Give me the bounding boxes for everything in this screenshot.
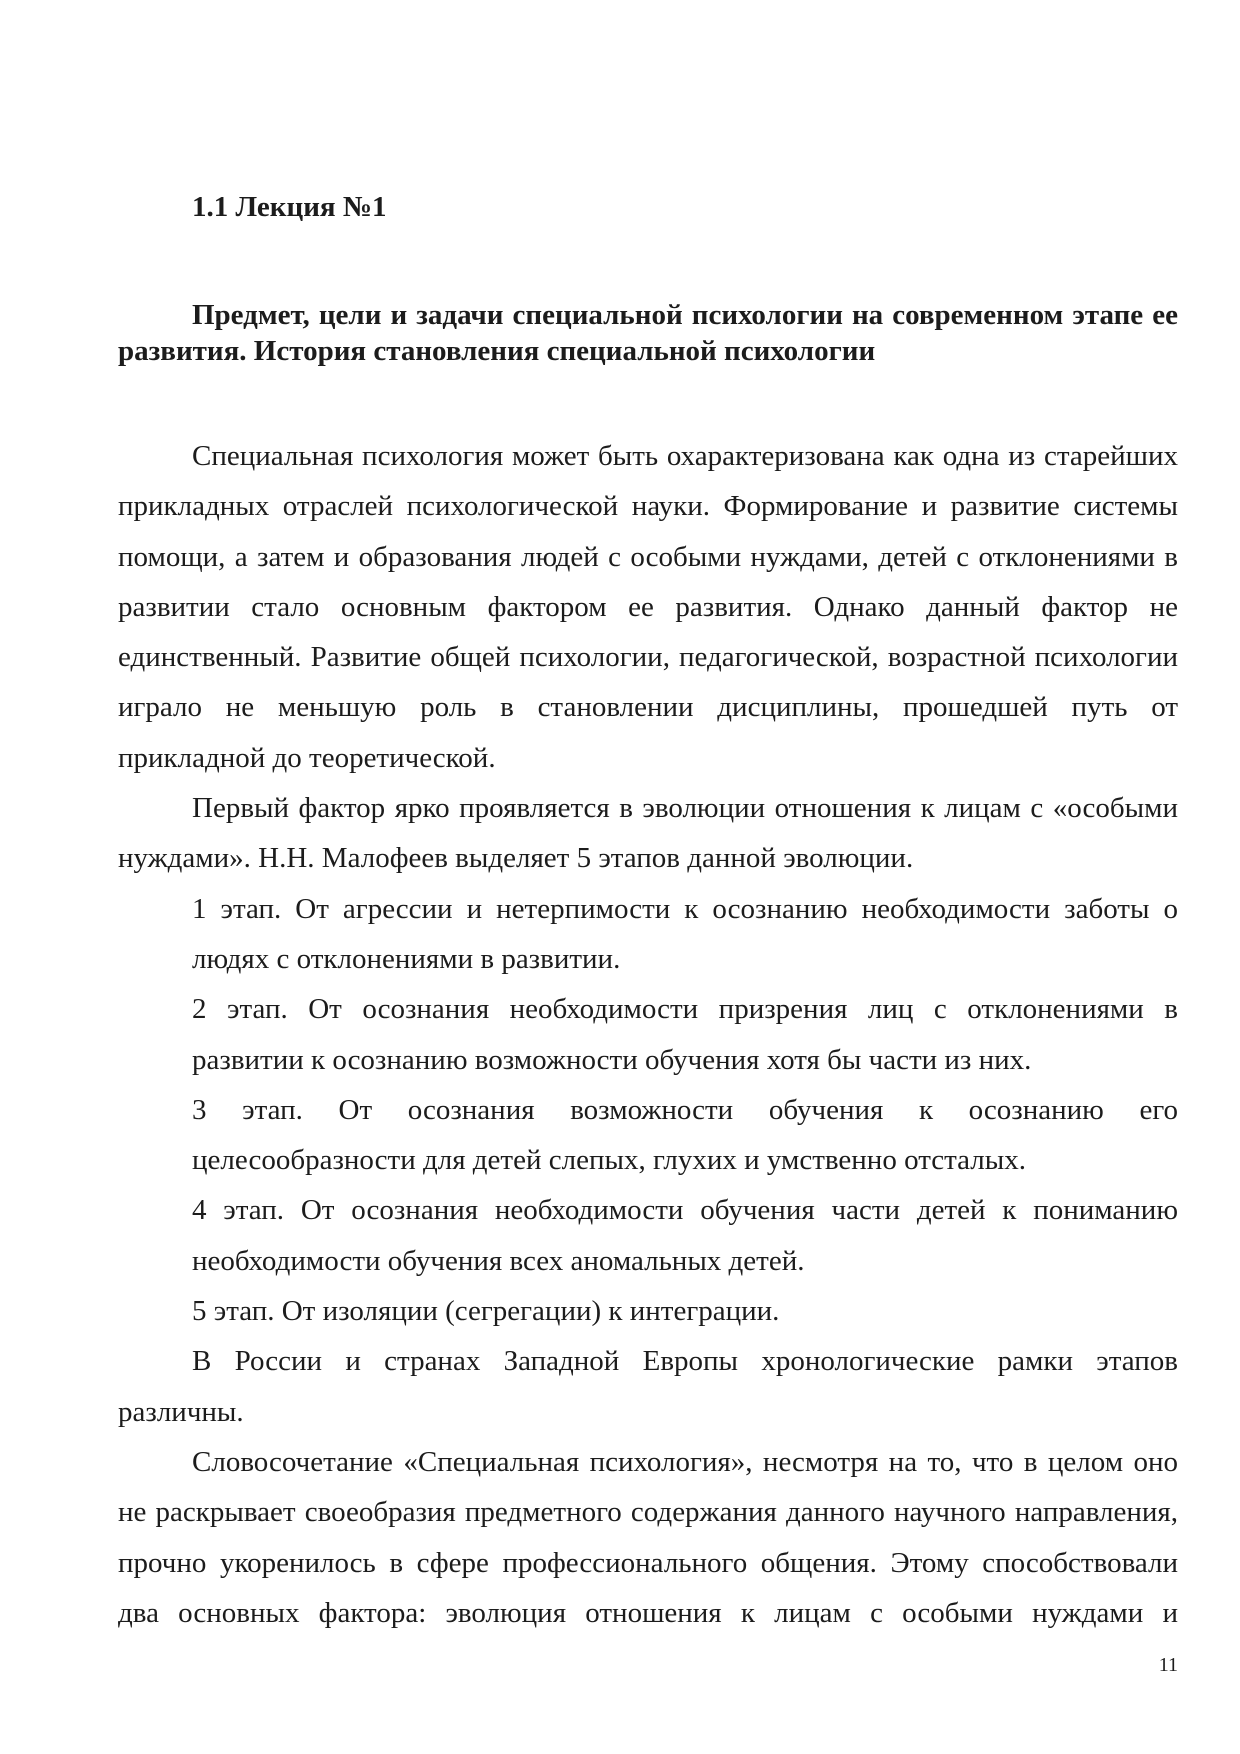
paragraph-line: Словосочетание «Специальная психология», несмотря на то, что в целом оно xyxy=(192,1446,1178,1478)
paragraph-line: прочно укоренилось в сфере профессионального общения. Этому способствовали xyxy=(118,1547,1178,1579)
list-item-line: 5 этап. От изоляции (сегрегации) к интеграции. xyxy=(192,1295,780,1327)
list-item-line: развитии к осознанию возможности обучения хотя бы части из них. xyxy=(192,1044,1032,1076)
paragraph-line: не раскрывает своеобразия предметного содержания данного научного направления, xyxy=(118,1496,1178,1528)
paragraph-line: играло не меньшую роль в становлении дисциплины, прошедшей путь от xyxy=(118,691,1178,723)
paragraph-line: два основных фактора: эволюция отношения к лицам с особыми нуждами и xyxy=(118,1597,1178,1629)
list-item-line: необходимости обучения всех аномальных детей. xyxy=(192,1245,805,1277)
list-item-line: 1 этап. От агрессии и нетерпимости к осознанию необходимости заботы о xyxy=(192,893,1178,925)
heading-line-2: развития. История становления специальной психологии xyxy=(118,335,876,367)
paragraph-line: В России и странах Западной Европы хронологические рамки этапов xyxy=(192,1345,1178,1377)
paragraph-line: Специальная психология может быть охарактеризована как одна из старейших xyxy=(192,440,1178,472)
list-item-line: 4 этап. От осознания необходимости обучения части детей к пониманию xyxy=(192,1194,1178,1226)
section-title: 1.1 Лекция №1 xyxy=(192,191,387,223)
paragraph-line: единственный. Развитие общей психологии, педагогической, возрастной психологии xyxy=(118,641,1178,673)
page-number: 11 xyxy=(1158,1654,1178,1676)
paragraph-line: различны. xyxy=(118,1396,244,1428)
paragraph-line: развитии стало основным фактором ее развития. Однако данный фактор не xyxy=(118,591,1178,623)
heading-line-1: Предмет, цели и задачи специальной психологии на современном этапе ее xyxy=(192,299,1178,331)
paragraph-line: Первый фактор ярко проявляется в эволюции отношения к лицам с «особыми xyxy=(192,792,1178,824)
list-item-line: целесообразности для детей слепых, глухих и умственно отсталых. xyxy=(192,1144,1026,1176)
paragraph-line: прикладной до теоретической. xyxy=(118,742,496,774)
paragraph-line: прикладных отраслей психологической науки. Формирование и развитие системы xyxy=(118,490,1178,522)
paragraph-line: помощи, а затем и образования людей с особыми нуждами, детей с отклонениями в xyxy=(118,541,1178,573)
list-item-line: 2 этап. От осознания необходимости призрения лиц с отклонениями в xyxy=(192,993,1178,1025)
paragraph-line: нуждами». Н.Н. Малофеев выделяет 5 этапов данной эволюции. xyxy=(118,842,914,874)
list-item-line: людях с отклонениями в развитии. xyxy=(192,943,621,975)
list-item-line: 3 этап. От осознания возможности обучения к осознанию его xyxy=(192,1094,1178,1126)
